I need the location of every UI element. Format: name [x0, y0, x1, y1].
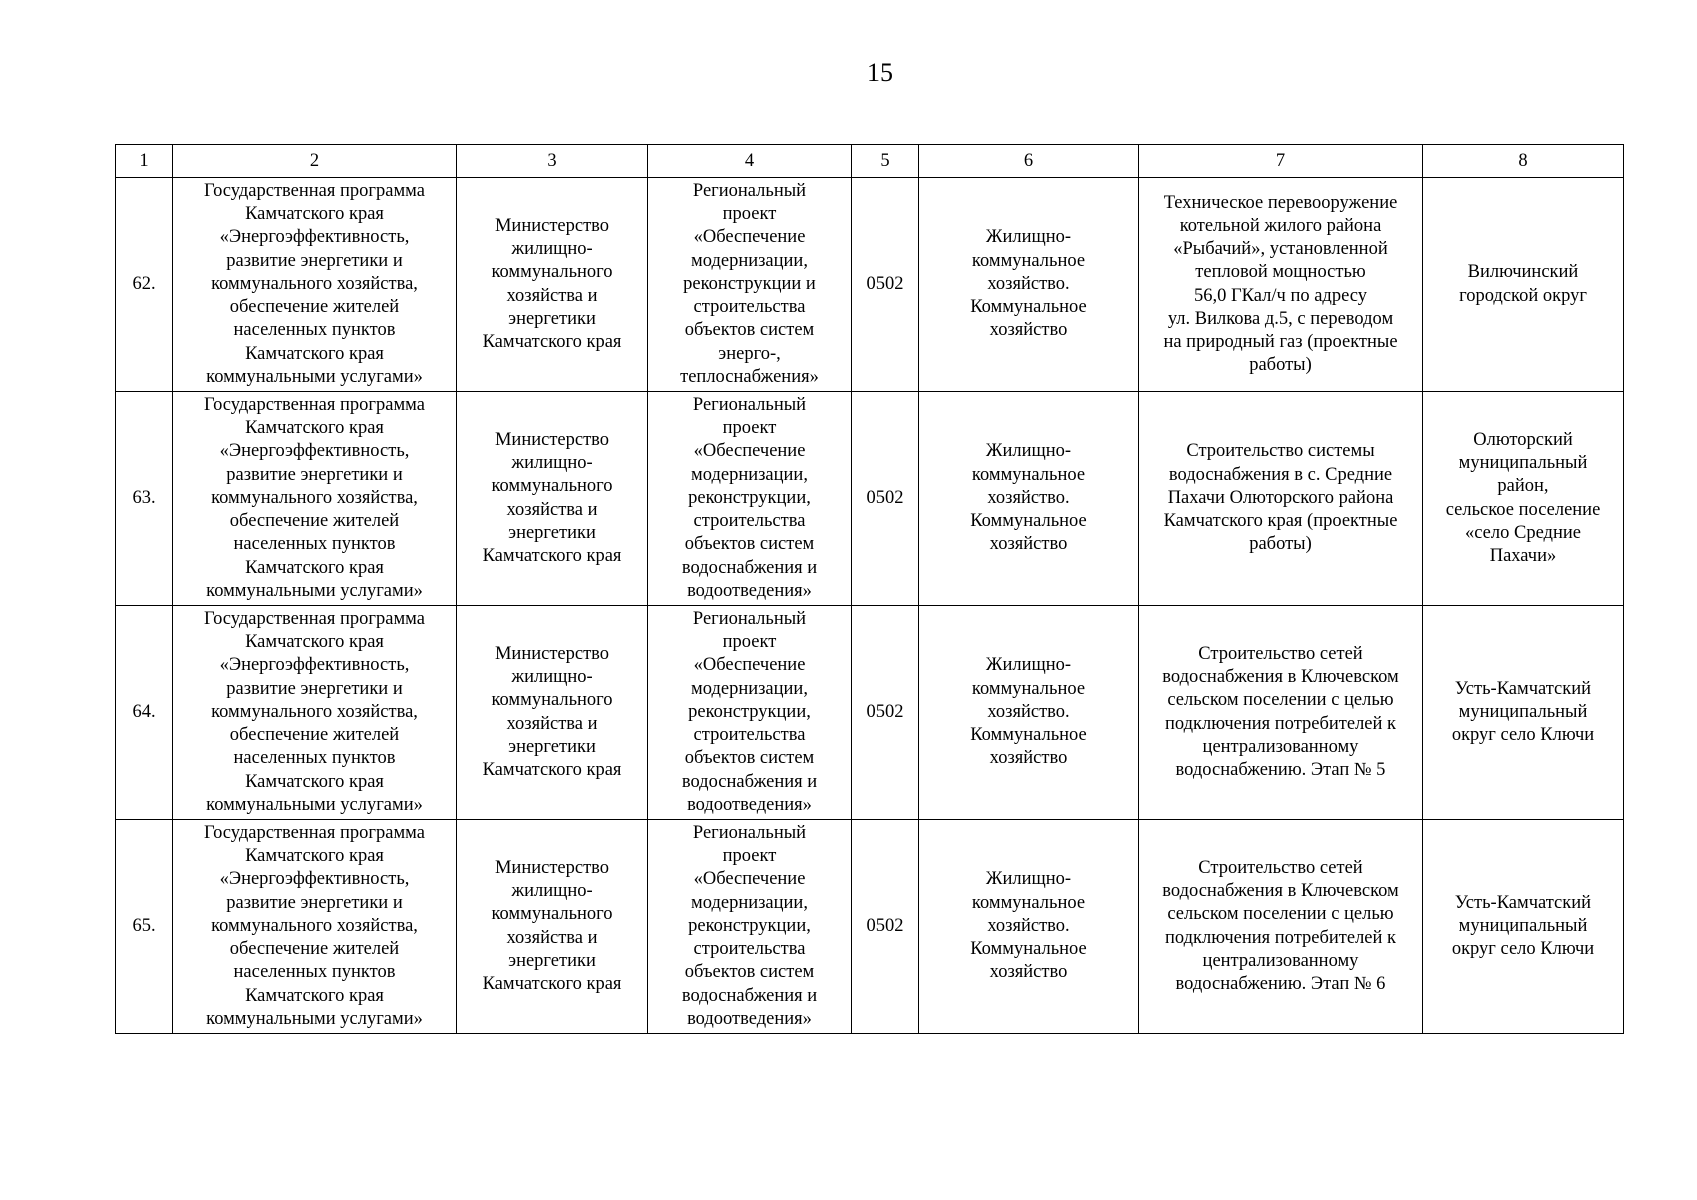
ministry-cell: Министерство жилищно- коммунального хозяйства и энергетики Камчатского края — [457, 392, 648, 606]
object-cell: Строительство сетей водоснабжения в Ключевском сельском поселении с целью подключения потребителей к централизованному водоснабжению. Этап № 5 — [1139, 606, 1423, 820]
column-header: 8 — [1423, 145, 1624, 178]
program-cell: Государственная программа Камчатского края «Энергоэффективность, развитие энергетики и коммунального хозяйства, обеспечение жителей населенных пунктов Камчатского края коммунальными услугами» — [173, 392, 457, 606]
column-header: 4 — [648, 145, 852, 178]
column-header: 1 — [116, 145, 173, 178]
section-cell: Жилищно- коммунальное хозяйство. Коммунальное хозяйство — [919, 606, 1139, 820]
column-header: 3 — [457, 145, 648, 178]
section-cell: Жилищно- коммунальное хозяйство. Коммунальное хозяйство — [919, 392, 1139, 606]
table-row — [116, 392, 1624, 606]
program-cell: Государственная программа Камчатского края «Энергоэффективность, развитие энергетики и коммунального хозяйства, обеспечение жителей населенных пунктов Камчатского края коммунальными услугами» — [173, 820, 457, 1034]
project-cell: Региональный проект «Обеспечение модернизации, реконструкции, строительства объектов систем водоснабжения и водоотведения» — [648, 392, 852, 606]
row-number-cell: 64. — [116, 606, 173, 820]
ministry-cell: Министерство жилищно- коммунального хозяйства и энергетики Камчатского края — [457, 178, 648, 392]
table-header-row — [116, 145, 1624, 178]
ministry-cell: Министерство жилищно- коммунального хозяйства и энергетики Камчатского края — [457, 606, 648, 820]
object-cell: Техническое перевооружение котельной жилого района «Рыбачий», установленной тепловой мощностью 56,0 ГКал/ч по адресу ул. Вилкова д.5, с переводом на природный газ (проектные работы) — [1139, 178, 1423, 392]
page-number: 15 — [867, 58, 893, 87]
row-number-cell: 63. — [116, 392, 173, 606]
program-cell: Государственная программа Камчатского края «Энергоэффективность, развитие энергетики и коммунального хозяйства, обеспечение жителей населенных пунктов Камчатского края коммунальными услугами» — [173, 606, 457, 820]
section-cell: Жилищно- коммунальное хозяйство. Коммунальное хозяйство — [919, 178, 1139, 392]
code-cell: 0502 — [852, 178, 919, 392]
column-header: 2 — [173, 145, 457, 178]
ministry-cell: Министерство жилищно- коммунального хозяйства и энергетики Камчатского края — [457, 820, 648, 1034]
code-cell: 0502 — [852, 606, 919, 820]
row-number-cell: 62. — [116, 178, 173, 392]
project-cell: Региональный проект «Обеспечение модернизации, реконструкции, строительства объектов систем водоснабжения и водоотведения» — [648, 820, 852, 1034]
column-header: 6 — [919, 145, 1139, 178]
project-cell: Региональный проект «Обеспечение модернизации, реконструкции, строительства объектов систем водоснабжения и водоотведения» — [648, 606, 852, 820]
column-header: 5 — [852, 145, 919, 178]
object-cell: Строительство системы водоснабжения в с. Средние Пахачи Олюторского района Камчатского края (проектные работы) — [1139, 392, 1423, 606]
section-cell: Жилищно- коммунальное хозяйство. Коммунальное хозяйство — [919, 820, 1139, 1034]
project-cell: Региональный проект «Обеспечение модернизации, реконструкции и строительства объектов систем энерго-, теплоснабжения» — [648, 178, 852, 392]
code-cell: 0502 — [852, 392, 919, 606]
municipality-cell: Олюторский муниципальный район, сельское поселение «село Средние Пахачи» — [1423, 392, 1624, 606]
document-table — [115, 144, 1624, 1034]
table-row — [116, 178, 1624, 392]
row-number-cell: 65. — [116, 820, 173, 1034]
object-cell: Строительство сетей водоснабжения в Ключевском сельском поселении с целью подключения потребителей к централизованному водоснабжению. Этап № 6 — [1139, 820, 1423, 1034]
municipality-cell: Вилючинский городской округ — [1423, 178, 1624, 392]
code-cell: 0502 — [852, 820, 919, 1034]
table-row — [116, 820, 1624, 1034]
program-cell: Государственная программа Камчатского края «Энергоэффективность, развитие энергетики и коммунального хозяйства, обеспечение жителей населенных пунктов Камчатского края коммунальными услугами» — [173, 178, 457, 392]
municipality-cell: Усть-Камчатский муниципальный округ село Ключи — [1423, 606, 1624, 820]
municipality-cell: Усть-Камчатский муниципальный округ село Ключи — [1423, 820, 1624, 1034]
column-header: 7 — [1139, 145, 1423, 178]
table-row — [116, 606, 1624, 820]
